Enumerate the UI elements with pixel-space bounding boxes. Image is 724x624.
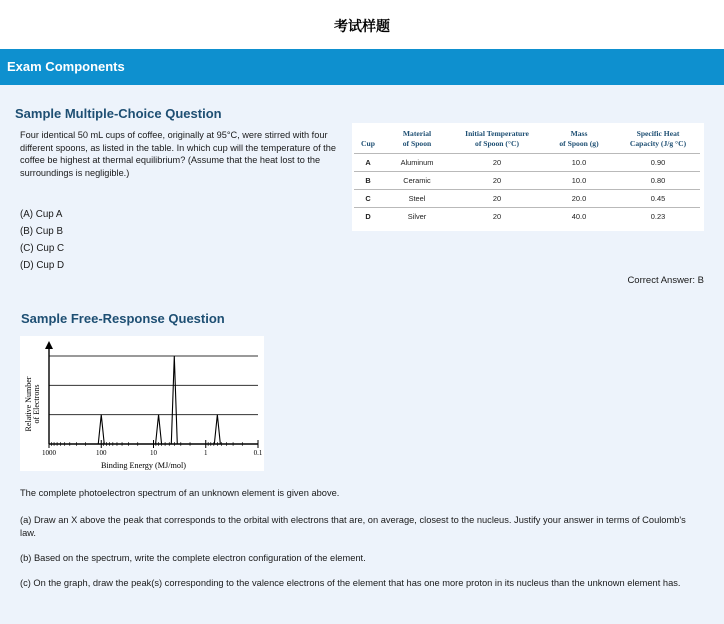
choice-d: (D) Cup D (20, 260, 65, 271)
cell-material: Silver (382, 208, 452, 226)
page-title: 考试样题 (334, 19, 390, 35)
cell-mass: 10.0 (542, 172, 616, 190)
fr-part-a: (a) Draw an X above the peak that corresponds to the orbital with electrons that are, on average, closest to the nucleus. Justify your answer in terms of Coulomb's law. (20, 515, 686, 538)
header-temperature: Initial Temperature of Spoon (°C) (465, 129, 529, 148)
answer-choices (20, 206, 64, 274)
fr-section-title: Sample Free-Response Question (21, 311, 225, 326)
cell-cup: D (354, 208, 382, 226)
banner-title: Exam Components (7, 59, 125, 74)
mc-section-title: Sample Multiple-Choice Question (15, 106, 222, 121)
pes-chart (20, 336, 264, 471)
y-axis-arrow (45, 341, 53, 349)
cell-cup: C (354, 190, 382, 208)
cell-mass: 10.0 (542, 154, 616, 172)
fr-intro-text: The complete photoelectron spectrum of an unknown element is given above. (20, 488, 340, 498)
x-axis-label: Binding Energy (MJ/mol) (101, 461, 186, 470)
spectrum-peak (156, 415, 162, 444)
mc-question-text: Four identical 50 mL cups of coffee, originally at 95°C, were stirred with four different spoons, as listed in the table. In which cup will the temperature of the coffee be highest at thermal equilibrium? (Assume that the heat lost to the surroundings is negligible.) (20, 130, 336, 178)
cell-heat-capacity: 0.45 (616, 190, 700, 208)
cell-cup: B (354, 172, 382, 190)
x-tick-label: 10 (150, 449, 157, 457)
header-mass: Mass of Spoon (g) (559, 129, 599, 148)
cell-temperature: 20 (452, 208, 542, 226)
spoon-table (354, 129, 700, 226)
cell-heat-capacity: 0.90 (616, 154, 700, 172)
header-cup: Cup (361, 139, 375, 148)
fr-part-b: (b) Based on the spectrum, write the complete electron configuration of the element. (20, 553, 366, 563)
cell-heat-capacity: 0.23 (616, 208, 700, 226)
x-tick-label: 1000 (42, 449, 56, 457)
cell-material: Aluminum (382, 154, 452, 172)
header-material: Material of Spoon (402, 129, 432, 148)
choice-c: (C) Cup C (20, 243, 65, 254)
section-banner (0, 49, 724, 85)
cell-temperature: 20 (452, 172, 542, 190)
cell-material: Ceramic (382, 172, 452, 190)
cell-heat-capacity: 0.80 (616, 172, 700, 190)
fr-part-c: (c) On the graph, draw the peak(s) corresponding to the valence electrons of the element that has one more proton in its nucleus than the unknown element has. (20, 578, 681, 588)
cell-temperature: 20 (452, 190, 542, 208)
choice-a: (A) Cup A (20, 209, 63, 220)
table-row (354, 154, 700, 172)
correct-answer: Correct Answer: B (627, 275, 704, 286)
y-axis-label: of Electrons (32, 384, 41, 424)
cell-temperature: 20 (452, 154, 542, 172)
x-tick-label: 0.1 (253, 449, 263, 457)
x-tick-label: 1 (204, 449, 208, 457)
cell-mass: 20.0 (542, 190, 616, 208)
pes-graph-card (20, 336, 264, 471)
table-row (354, 208, 700, 226)
x-tick-label: 100 (96, 449, 107, 457)
y-axis-label: Relative Number (24, 376, 33, 432)
content-panel (0, 85, 724, 624)
spoon-table-card (352, 123, 704, 231)
choice-b: (B) Cup B (20, 226, 64, 237)
header-heat-capacity: Specific Heat Capacity (J/g °C) (629, 129, 687, 148)
cell-mass: 40.0 (542, 208, 616, 226)
cell-material: Steel (382, 190, 452, 208)
table-row (354, 172, 700, 190)
table-header-row (354, 129, 700, 154)
table-row (354, 190, 700, 208)
cell-cup: A (354, 154, 382, 172)
spectrum-peak (214, 415, 220, 444)
spectrum-peak (171, 356, 177, 444)
spectrum-peak (98, 415, 104, 444)
